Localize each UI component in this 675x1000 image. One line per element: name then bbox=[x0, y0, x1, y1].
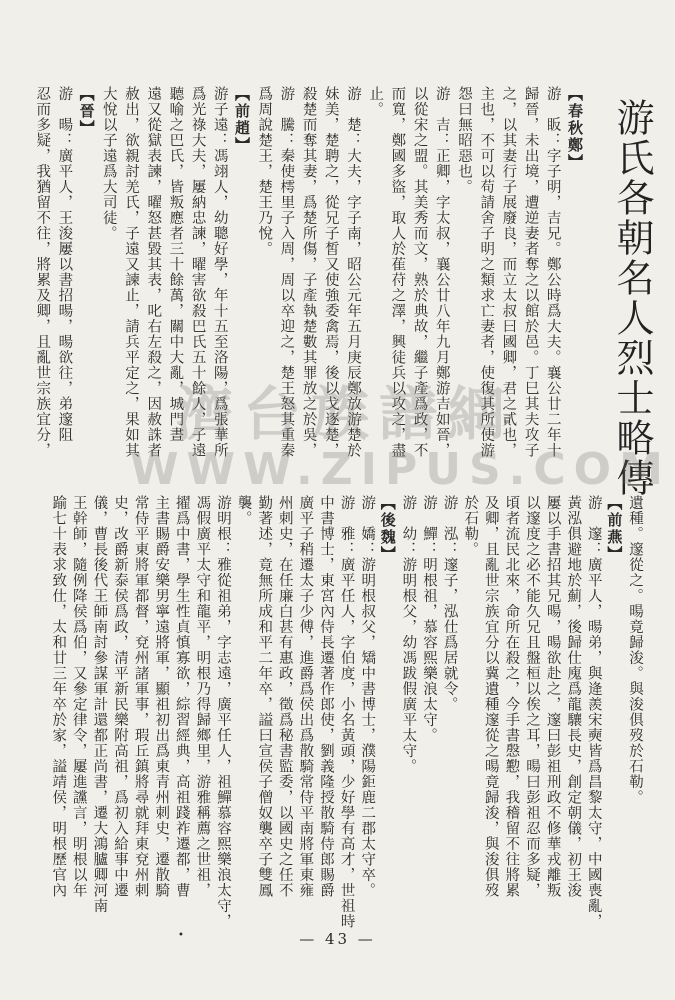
text-column: 殺楚而奪其妻，爲楚所傷，子產執楚數其罪放之於吳， bbox=[300, 86, 317, 458]
text-column: 王幹師，隨例降侯爲伯，又參定律令，屢進讜言，明根以年 bbox=[70, 495, 87, 898]
text-column: 史，改爵新泰侯爲政，清平新民樂附高祖，爲初入給事中遷 bbox=[112, 495, 128, 898]
text-column: 廣平子稍遷太子少傅，進爵爲侯出爲散騎常侍平南將軍東雍 bbox=[297, 495, 314, 898]
text-column: 游 鱓：明根祖，慕容熙樂浪太守。 bbox=[421, 495, 437, 743]
text-column: 歸晉，未出境，遭逆妻者奪之以館於邑。丁巳其夫攻子 bbox=[522, 86, 539, 458]
text-column: 游 邃：廣平人，暘弟，與逄羨宋奭皆爲昌黎太守，中國喪亂， bbox=[585, 495, 602, 929]
text-column: 游 吉：正卿，字太叔，襄公廿八年九月鄭游吉如晉， bbox=[433, 86, 450, 458]
watermark-url: WWW.ZIPUS.COM bbox=[130, 444, 671, 495]
text-column: 勤著述，竟無所成和平二年卒，謚曰宣侯子僧奴襲卒子雙鳳 bbox=[256, 495, 273, 898]
section-heading: 【晉】 bbox=[77, 86, 96, 137]
text-column: 忍而多疑，我猶留不往，將累及卿，且亂世宗族宜分， bbox=[34, 86, 51, 458]
text-column: 而寬，鄭國多盜，取人於萑苻之澤，興徒兵以攻之，盡 bbox=[389, 86, 406, 458]
text-column: 主也，不可以苟請舍子明之類求亡妻者，使復其所使游 bbox=[478, 86, 495, 458]
text-column: 赦出，欲親討羌氏，子遠又諫止，請兵平定之，果如其 bbox=[123, 86, 139, 458]
text-column: 主書賜爵安樂男寧遠將軍，顯祖初出爲東青州刺史，遷散騎 bbox=[153, 495, 170, 898]
text-column: 馮假廣平太守和龍平，明根乃得歸鄉里，游雅稱薦之世祖， bbox=[194, 495, 211, 898]
text-column: 黃泓俱避地於薊，後歸仕廆爲龍驤長史，創定朝儀，初王浚 bbox=[565, 495, 582, 898]
text-column: 於石勒。 bbox=[462, 495, 479, 557]
text-column: 游 暘：廣平人，王浚屢以書招暘，暘欲往，弟邃阻 bbox=[56, 86, 73, 443]
text-column: 大悅以子遠爲大司徒。 bbox=[100, 86, 117, 241]
text-column: 爲周說楚王，楚王乃悅。 bbox=[256, 86, 273, 257]
watermark-chinese: 濟台族譜網 bbox=[174, 380, 515, 448]
footer-mark: • bbox=[178, 930, 184, 941]
top-text-block bbox=[14, 86, 600, 461]
text-column: 游明根：雅從祖弟，字志遠，廣平任人，祖鱓慕容熙樂浪太守， bbox=[215, 495, 231, 929]
text-column: 踰七十表求致仕，太和廿三年卒於家，謚靖侯，明根歷官內 bbox=[50, 495, 67, 898]
text-column: 以邃度之必不能久兄且盤桓以俟之耳，暘曰彭祖忍而多疑， bbox=[524, 495, 540, 898]
section-heading: 【前趙】 bbox=[233, 86, 251, 154]
text-column: 聽喻之巴氏，皆叛應者三十餘萬，關中大亂，城門晝 bbox=[167, 86, 184, 443]
page-number: — 43 — bbox=[299, 930, 376, 948]
text-column: 以從宋之盟。其美秀而文，熟於典故，繼子產爲政，不 bbox=[411, 86, 428, 458]
text-column: 游 楚：大夫，字子南，昭公元年五月庚辰鄭放游楚於 bbox=[345, 86, 361, 458]
bottom-text-block bbox=[14, 495, 643, 935]
text-column: 止。 bbox=[367, 86, 384, 117]
text-column: 及卿，且亂世宗族宜分以冀遺種邃從之暘竟歸浚，與浚俱歿 bbox=[482, 495, 499, 898]
section-heading: 【後魏】 bbox=[378, 495, 397, 563]
text-column: 常侍平東將軍都督，兗州諸軍事，瑕丘鎮將尋就拜東兗州刺 bbox=[132, 495, 149, 898]
text-column: 頃者流民北來，命所在殺之，今手書慇懃，我稽留不往將累 bbox=[503, 495, 520, 898]
section-heading: 【前燕】 bbox=[605, 495, 624, 563]
text-column: 州刺史，在任廉白甚有惠政，徵爲秘書監委，以國史之任不 bbox=[276, 495, 293, 898]
text-column: 襲。 bbox=[235, 495, 252, 526]
section-heading: 【春秋鄭】 bbox=[566, 86, 584, 171]
text-column: 遺種。邃從之。暘竟歸浚。與浚俱歿於石勒。 bbox=[627, 495, 643, 805]
text-column: 游 眅：字子明，吉兄。鄭公時爲大夫。襄公廿二年十 bbox=[544, 86, 561, 458]
text-column: 游 騰：秦使樗里子入周，周以卒迎之，楚王怒其重秦 bbox=[278, 86, 295, 458]
text-column: 中書博士，東宮內侍長遷著作郎使，劉義隆授散騎侍郎賜爵 bbox=[318, 495, 334, 898]
text-column: 怨曰無昭惡也。 bbox=[456, 86, 472, 195]
text-column: 擢爲中書，學生性貞慎寡欲，綜習經典，高祖踐祚遷都，曹 bbox=[173, 495, 190, 898]
text-column: 妹美，楚聘之，從兄子皙又使強委禽焉，後以戈逐楚， bbox=[322, 86, 339, 458]
text-column: 儀，曹長後代王師南討參謀軍計還都正尚書，遷大鴻臚卿河南 bbox=[91, 495, 108, 914]
text-column: 游 泓：邃子，泓仕爲居就令。 bbox=[441, 495, 458, 712]
text-column: 游 嬌：游明根叔父，矯中書博士，濮陽鉅鹿二郡太守卒。 bbox=[359, 495, 376, 898]
page-title: 游氏各朝名人烈士略傳 bbox=[610, 98, 654, 498]
text-column: 游子遠：馮翊人，幼聰好學，年十五至洛陽，爲張華所 bbox=[211, 86, 228, 458]
text-column: 之，以其妻行子展廢良，而立太叔曰國卿，君之貳也， bbox=[500, 86, 517, 458]
text-column: 游 雅：廣平任人，字伯度，小名黃頭，少好學有高才，世祖時 bbox=[338, 495, 355, 929]
text-column: 屢以手書招其兄暘，暘欲赴之，邃曰彭祖刑政不修華戎離叛 bbox=[544, 495, 561, 898]
text-column: 遠又從獄表諫，曜怒甚毀其表，叱右左殺之，因赦誅者 bbox=[145, 86, 162, 458]
text-column: 游 幼：游明根父，幼馮跋假廣平太守。 bbox=[400, 495, 417, 774]
text-column: 爲光祿大夫，屢納忠諫，曜害欲殺巴氏五十餘人，子遠 bbox=[189, 86, 206, 458]
